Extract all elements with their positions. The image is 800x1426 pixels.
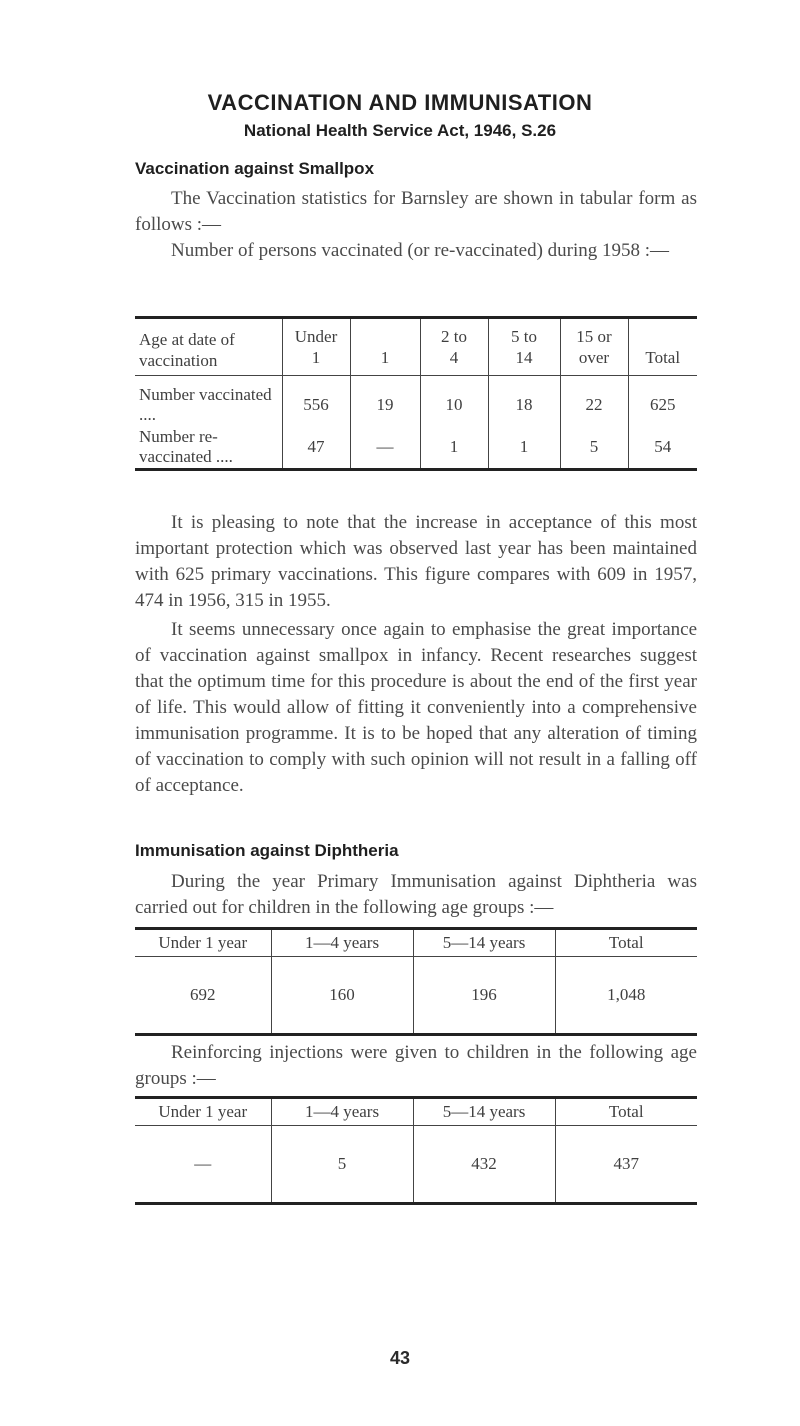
table-cell: 196 — [413, 957, 555, 1035]
column-header: 5 to 14 — [488, 318, 560, 376]
reinforcing-table — [135, 1096, 697, 1205]
page-subtitle: National Health Service Act, 1946, S.26 — [243, 121, 557, 140]
page-number: 43 — [389, 1348, 411, 1368]
table-cell: 5 — [271, 1126, 413, 1204]
page-title: VACCINATION AND IMMUNISATION — [207, 90, 593, 115]
table-cell: 22 — [560, 376, 628, 427]
column-header: 2 to 4 — [420, 318, 488, 376]
smallpox-intro: The Vaccination statistics for Barnsley are shown in tabular form as follows :— — [135, 188, 697, 235]
column-header: Under 1 — [282, 318, 350, 376]
table-cell: 10 — [420, 376, 488, 427]
table-cell: 1 — [488, 426, 560, 470]
smallpox-table-header-row — [135, 318, 697, 376]
column-header: 1—4 years — [271, 1098, 413, 1126]
table-cell: 47 — [282, 426, 350, 470]
column-header: 1 — [350, 318, 420, 376]
table-row — [135, 376, 697, 427]
table-cell: 160 — [271, 957, 413, 1035]
column-header: 5—14 years — [413, 1098, 555, 1126]
row-label: Number vaccinated .... — [139, 385, 272, 424]
column-header: 5—14 years — [413, 929, 555, 957]
table-cell: 1 — [420, 426, 488, 470]
table-cell: — — [194, 1154, 212, 1173]
table-cell: 556 — [282, 376, 350, 427]
column-header: 1—4 years — [271, 929, 413, 957]
table-row — [135, 1126, 697, 1204]
smallpox-paragraph-1: It is pleasing to note that the increase in acceptance of this most important protection which was observed last year has been maintained with 625 primary vaccinations. This figure compares with 609 in 1957, 474 in 1956, 315 in 1955. — [135, 512, 697, 611]
table-cell: 437 — [555, 1126, 697, 1204]
table-cell: 625 — [628, 376, 697, 427]
table-header-row — [135, 1098, 697, 1126]
column-header: Under 1 year — [135, 1098, 271, 1126]
smallpox-paragraph-2: It seems unnecessary once again to emphasise the great importance of vaccination against smallpox in infancy. Recent researches suggest that the optimum time for this procedure is about the end of the first year of life. This would allow of fitting it conveniently into a comprehensive immunisation programme. It is to be hoped that any alteration of timing of vaccination to comply with such opinion will not result in a falling off of acceptance. — [135, 619, 697, 796]
age-header: Age at date of vaccination — [135, 318, 282, 376]
diphtheria-heading: Immunisation against Diphtheria — [135, 841, 399, 860]
table-row — [135, 426, 697, 470]
table-cell: 1,048 — [555, 957, 697, 1035]
table-cell: 19 — [350, 376, 420, 427]
table-header-row — [135, 929, 697, 957]
smallpox-table — [135, 316, 697, 471]
smallpox-table-caption: Number of persons vaccinated (or re-vaccinated) during 1958 :— — [171, 240, 670, 261]
table-cell: 18 — [488, 376, 560, 427]
diphtheria-intro: During the year Primary Immunisation against Diphtheria was carried out for children in the following age groups :— — [135, 871, 697, 918]
column-header: Total — [555, 929, 697, 957]
smallpox-heading: Vaccination against Smallpox — [135, 159, 375, 178]
table-cell: 54 — [628, 426, 697, 470]
table-cell: 692 — [190, 985, 216, 1004]
table-cell: — — [350, 426, 420, 470]
column-header: Under 1 year — [135, 929, 271, 957]
column-header: Total — [628, 318, 697, 376]
row-label: Number re-vaccinated .... — [139, 427, 233, 466]
column-header: Total — [555, 1098, 697, 1126]
table-cell: 432 — [413, 1126, 555, 1204]
table-row — [135, 957, 697, 1035]
table-cell: 5 — [560, 426, 628, 470]
reinforcing-intro: Reinforcing injections were given to children in the following age groups :— — [135, 1042, 697, 1089]
primary-immunisation-table — [135, 927, 697, 1036]
column-header: 15 or over — [560, 318, 628, 376]
